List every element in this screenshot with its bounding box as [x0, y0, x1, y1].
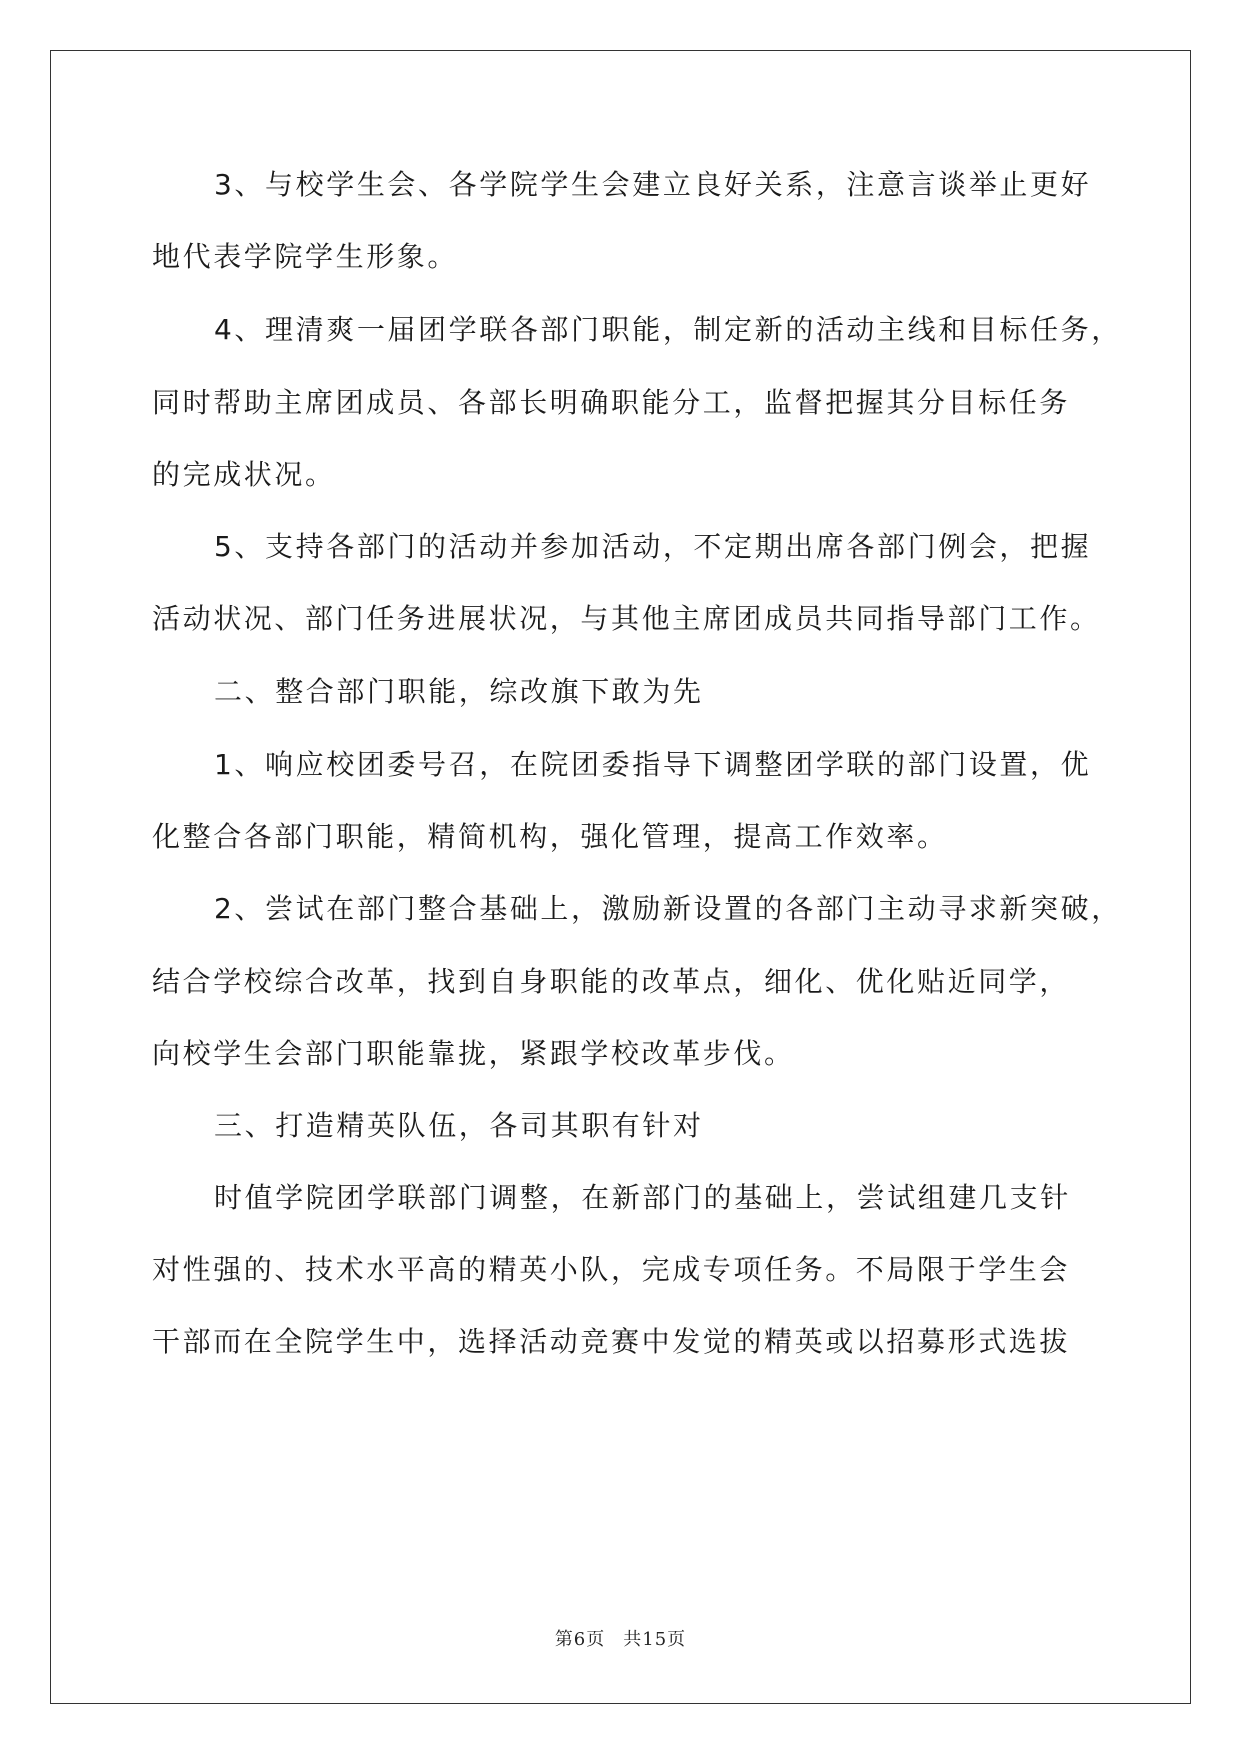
- section-heading: 三、打造精英队伍，各司其职有针对: [214, 1109, 704, 1142]
- paragraph-line: 结合学校综合改革，找到自身职能的改革点，细化、优化贴近同学，: [152, 965, 1071, 998]
- paragraph-line: 地代表学院学生形象。: [152, 240, 459, 273]
- paragraph-line: 1、响应校团委号召，在院团委指导下调整团学联的部门设置，优: [214, 748, 1092, 781]
- paragraph-line: 对性强的、技术水平高的精英小队，完成专项任务。不局限于学生会: [152, 1253, 1071, 1286]
- paragraph-line: 5、支持各部门的活动并参加活动，不定期出席各部门例会，把握: [214, 530, 1092, 563]
- page-total: 共15页: [623, 1629, 687, 1650]
- paragraph-line: 干部而在全院学生中，选择活动竞赛中发觉的精英或以招募形式选拔: [152, 1325, 1071, 1358]
- paragraph-line: 2、尝试在部门整合基础上，激励新设置的各部门主动寻求新突破，: [214, 892, 1122, 925]
- paragraph-line: 化整合各部门职能，精简机构，强化管理，提高工作效率。: [152, 820, 948, 853]
- paragraph-line: 向校学生会部门职能靠拢，紧跟学校改革步伐。: [152, 1037, 795, 1070]
- page-border: [50, 50, 1191, 1704]
- paragraph-line: 的完成状况。: [152, 458, 336, 491]
- page-footer: [0, 1625, 1241, 1651]
- page-number: 第6页: [554, 1629, 606, 1650]
- paragraph-line: 活动状况、部门任务进展状况，与其他主席团成员共同指导部门工作。: [152, 602, 1101, 635]
- paragraph-line: 同时帮助主席团成员、各部长明确职能分工，监督把握其分目标任务: [152, 386, 1071, 419]
- paragraph-line: 时值学院团学联部门调整，在新部门的基础上，尝试组建几支针: [214, 1181, 1071, 1214]
- section-heading: 二、整合部门职能，综改旗下敢为先: [214, 675, 704, 708]
- paragraph-line: 3、与校学生会、各学院学生会建立良好关系，注意言谈举止更好: [214, 168, 1092, 201]
- paragraph-line: 4、理清爽一届团学联各部门职能，制定新的活动主线和目标任务，: [214, 313, 1122, 346]
